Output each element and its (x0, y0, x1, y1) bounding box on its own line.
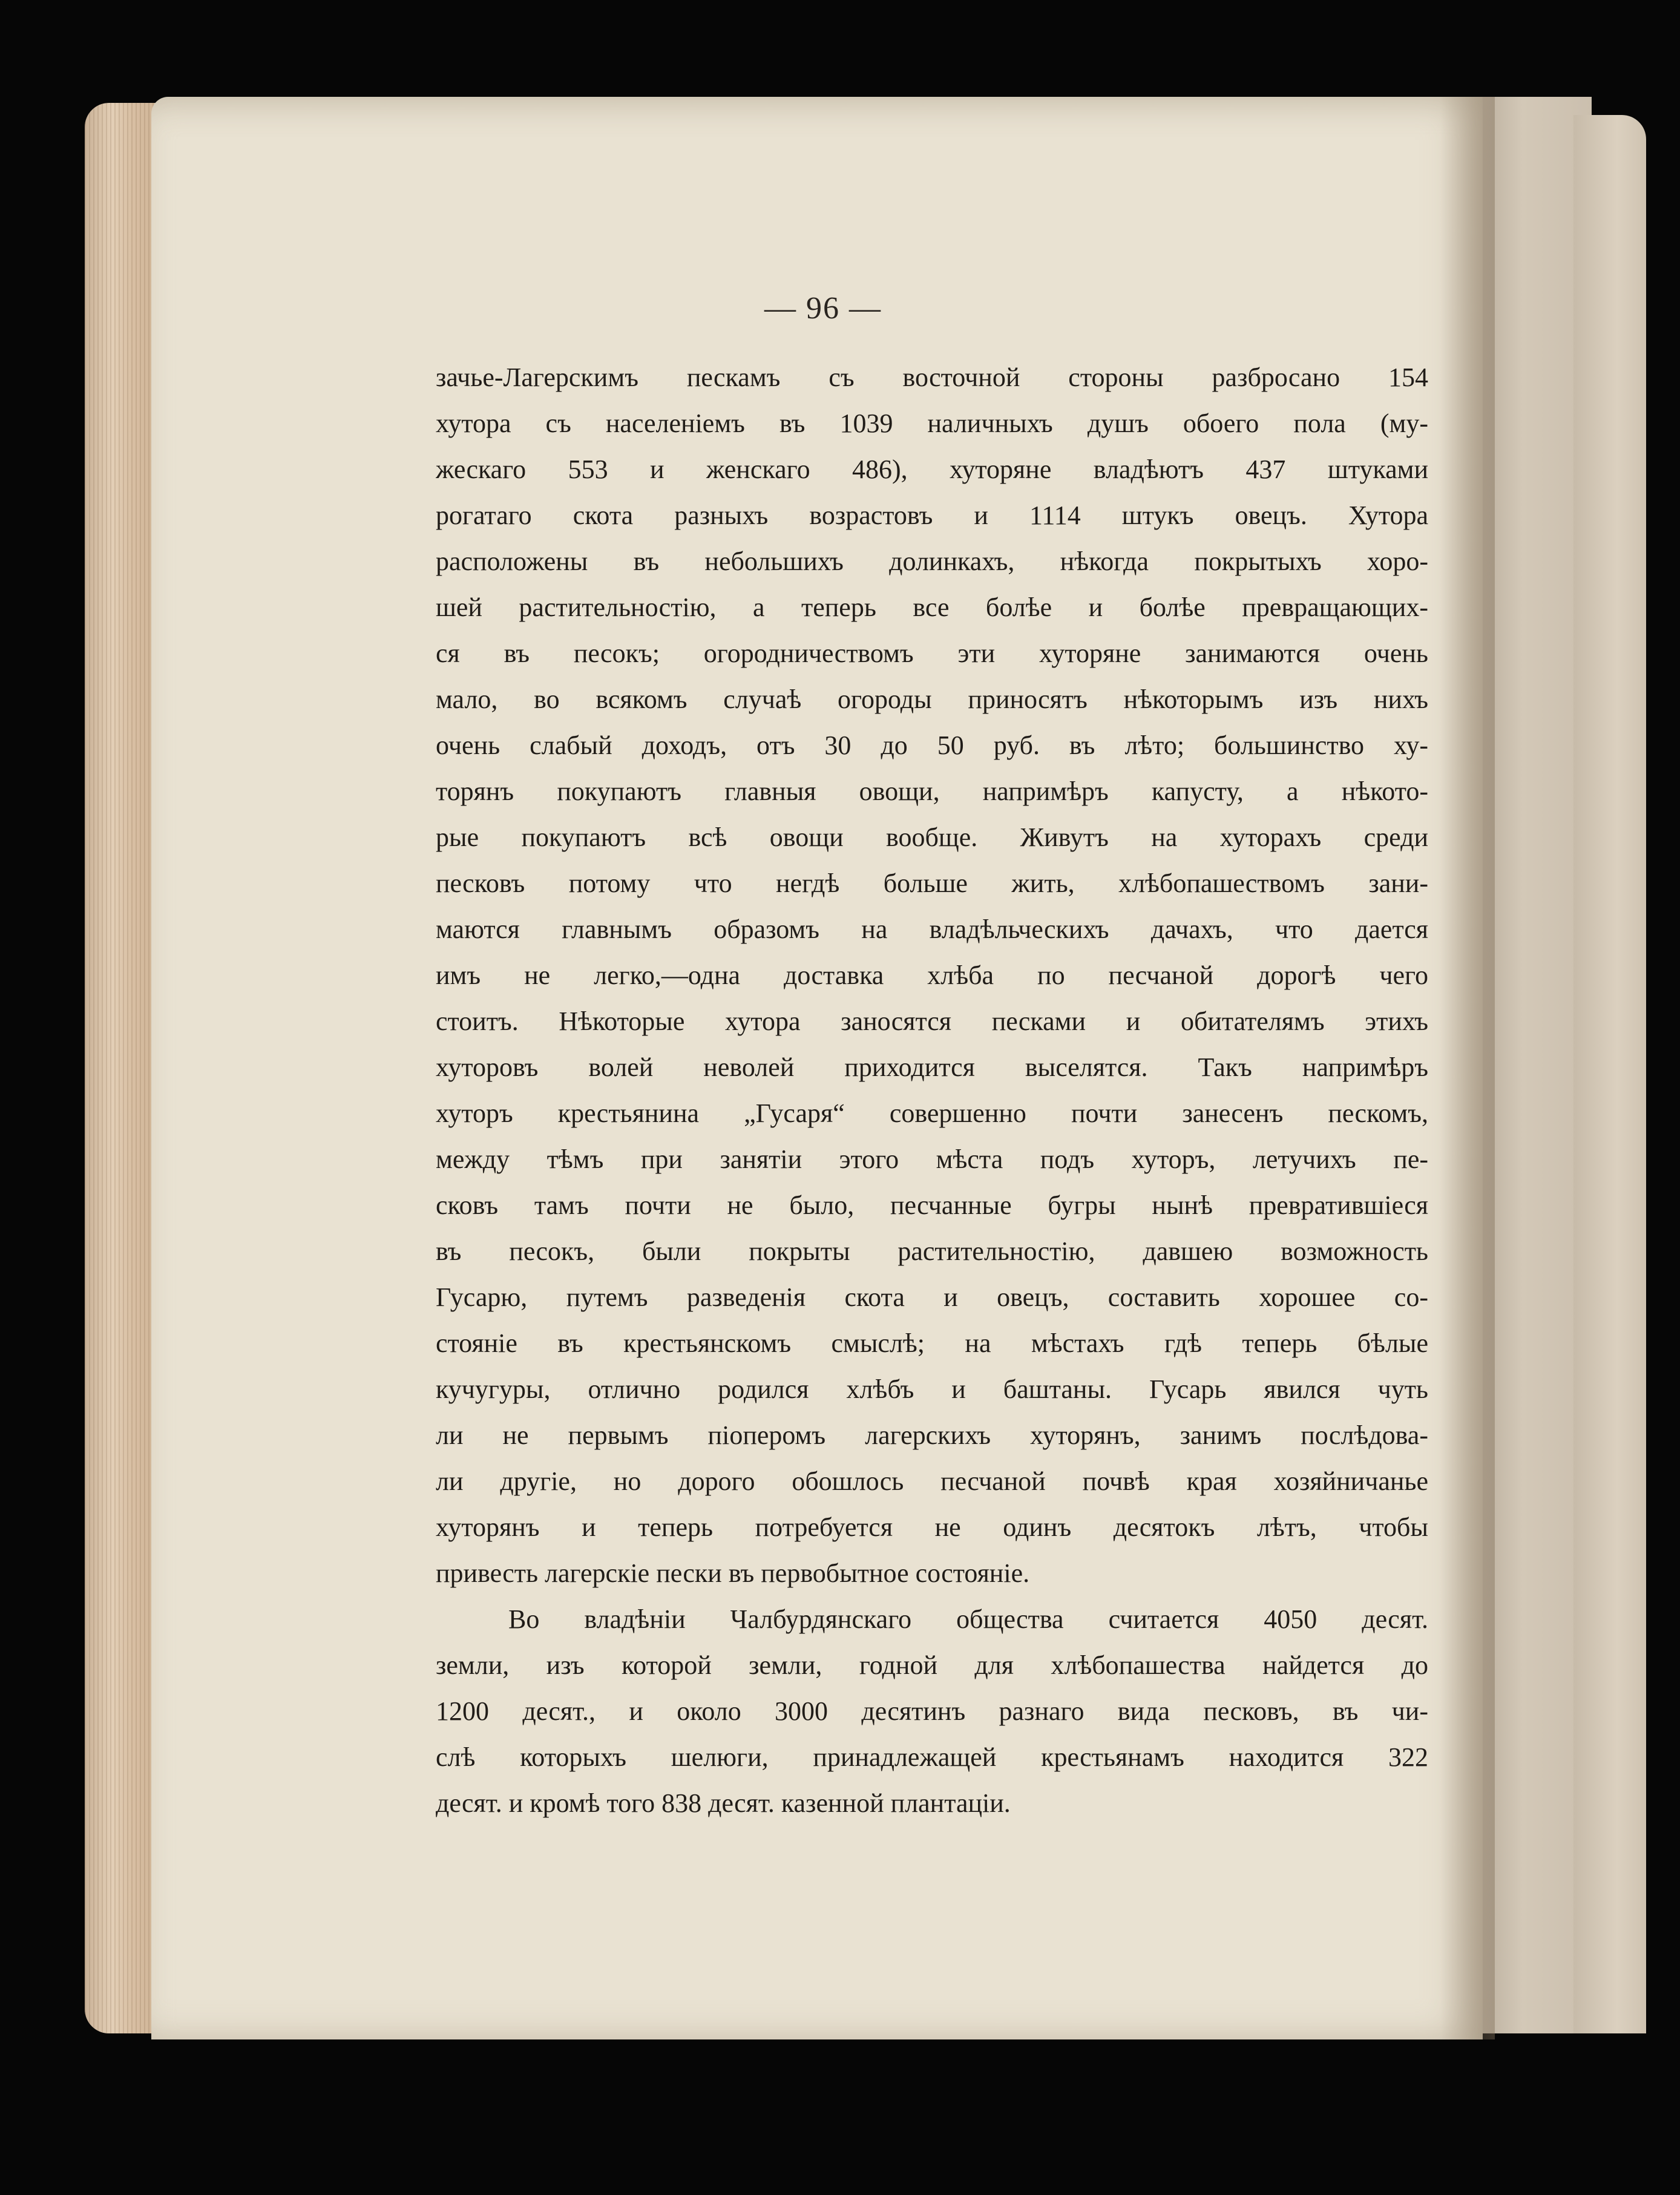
gutter-shadow (1440, 97, 1495, 2039)
text-line: стояніе въ крестьянскомъ смыслѣ; на мѣстахъ гдѣ теперь бѣлые (436, 1328, 1428, 1358)
text-line: рые покупаютъ всѣ овощи вообще. Живутъ на хуторахъ среди (436, 822, 1428, 852)
facing-page-edge (1573, 115, 1646, 2033)
text-line: между тѣмъ при занятіи этого мѣста подъ хуторъ, летучихъ пе- (436, 1144, 1428, 1174)
text-line: привесть лагерскіе пески въ первобытное состояніе. (436, 1558, 1030, 1588)
text-line: очень слабый доходъ, отъ 30 до 50 руб. въ лѣто; большинство ху- (436, 730, 1428, 760)
text-line: стоитъ. Нѣкоторые хутора заносятся песками и обитателямъ этихъ (436, 1006, 1428, 1036)
text-line: имъ не легко,—одна доставка хлѣба по песчаной дорогѣ чего (436, 960, 1428, 990)
text-line: ли другіе, но дорого обошлось песчаной почвѣ края хозяйничанье (436, 1466, 1428, 1496)
text-line: кучугуры, отлично родился хлѣбъ и баштаны. Гусарь явился чуть (436, 1374, 1428, 1404)
text-line: жескаго 553 и женскаго 486), хуторяне владѣютъ 437 штуками (436, 454, 1428, 484)
text-line: въ песокъ, были покрыты растительностію, давшею возможность (436, 1236, 1428, 1266)
text-line: слѣ которыхъ шелюги, принадлежащей крестьянамъ находится 322 (436, 1742, 1428, 1772)
text-line: Гусарю, путемъ разведенія скота и овецъ, составить хорошее со- (436, 1282, 1428, 1312)
text-line: Во владѣніи Чалбурдянскаго общества считается 4050 десят. (508, 1604, 1428, 1634)
text-line: зачье-Лагерскимъ пескамъ съ восточной стороны разбросано 154 (436, 363, 1428, 392)
paragraph-2 (436, 1596, 1428, 1826)
text-line: расположены въ небольшихъ долинкахъ, нѣкогда покрытыхъ хоро- (436, 546, 1428, 576)
text-line: мало, во всякомъ случаѣ огороды приносятъ нѣкоторымъ изъ нихъ (436, 684, 1428, 714)
paragraph-1 (436, 355, 1428, 1596)
text-line: торянъ покупаютъ главныя овощи, напримѣръ капусту, а нѣкото- (436, 776, 1428, 806)
text-line: хуторъ крестьянина „Гусаря“ совершенно почти занесенъ пескомъ, (436, 1098, 1428, 1128)
page-number-header: — 96 — (764, 291, 882, 326)
body-text (436, 355, 1428, 1826)
text-line: хуторовъ волей неволей приходится выселятся. Такъ напримѣръ (436, 1052, 1428, 1082)
text-line: песковъ потому что негдѣ больше жить, хлѣбопашествомъ зани- (436, 868, 1428, 898)
text-line: хуторянъ и теперь потребуется не одинъ десятокъ лѣтъ, чтобы (436, 1512, 1428, 1542)
text-line: сковъ тамъ почти не было, песчанные бугры нынѣ превратившіеся (436, 1190, 1428, 1220)
text-line: хутора съ населеніемъ въ 1039 наличныхъ душъ обоего пола (му- (436, 408, 1428, 438)
text-line: десят. и кромѣ того 838 десят. казенной плантаціи. (436, 1788, 1011, 1818)
text-line: шей растительностію, а теперь все болѣе и болѣе превращающих- (436, 592, 1428, 622)
text-line: ли не первымъ піоперомъ лагерскихъ хуторянъ, занимъ послѣдова- (436, 1420, 1428, 1450)
text-line: 1200 десят., и около 3000 десятинъ разнаго вида песковъ, въ чи- (436, 1696, 1428, 1726)
text-line: ся въ песокъ; огородничествомъ эти хуторяне занимаются очень (436, 638, 1428, 668)
text-line: маются главнымъ образомъ на владѣльческихъ дачахъ, что дается (436, 914, 1428, 944)
text-line: земли, изъ которой земли, годной для хлѣбопашества найдется до (436, 1650, 1428, 1680)
text-line: рогатаго скота разныхъ возрастовъ и 1114 штукъ овецъ. Хутора (436, 500, 1428, 530)
